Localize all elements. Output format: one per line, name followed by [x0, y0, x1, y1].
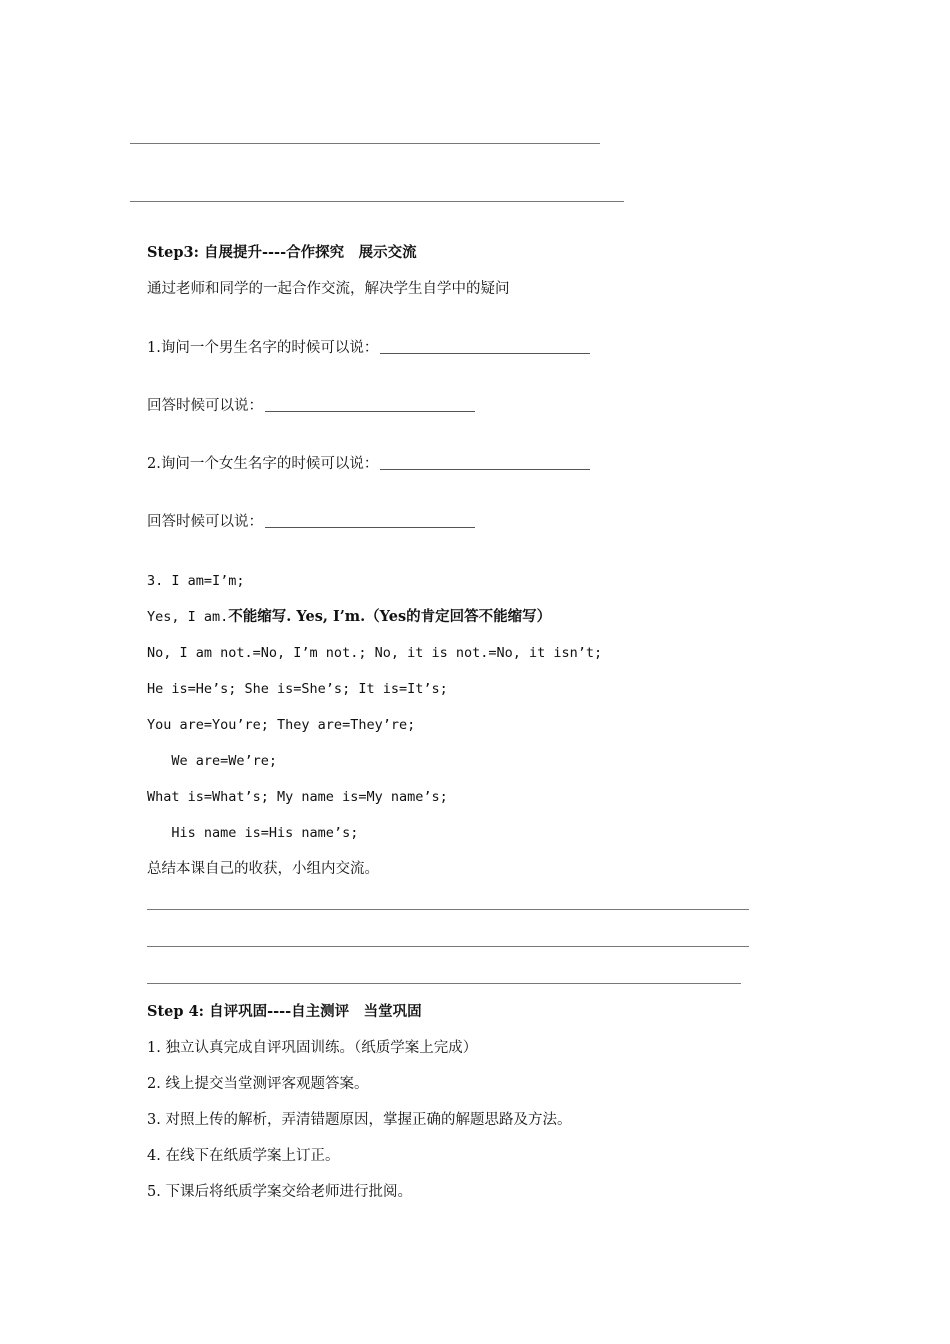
- answer-2: [147, 512, 475, 532]
- step4-heading: Step 4: 自评巩固----自主测评 当堂巩固: [147, 1003, 422, 1020]
- contraction-1: 3. I am=I’m;: [147, 573, 245, 589]
- summary-prompt: 总结本课自己的收获，小组内交流。: [147, 861, 379, 877]
- blank-3: [380, 455, 590, 470]
- answer-line: [147, 909, 749, 910]
- question-1-text: 1.询问一个男生名字的时候可以说：: [147, 340, 379, 356]
- contraction-3: No, I am not.=No, I’m not.; No, it is not.=No, it isn’t;: [147, 645, 603, 661]
- answer-line: [130, 143, 600, 144]
- step3-heading: Step3: 自展提升----合作探究 展示交流: [147, 244, 417, 261]
- answer-line: [147, 983, 741, 984]
- step3-intro: 通过老师和同学的一起合作交流，解决学生自学中的疑问: [147, 281, 510, 297]
- contraction-4: He is=He’s; She is=She’s; It is=It’s;: [147, 681, 448, 697]
- step4-item: 4. 在线下在纸质学案上订正。: [147, 1148, 340, 1164]
- contraction-5: You are=You’re; They are=They’re;: [147, 717, 416, 733]
- question-2-text: 2.询问一个女生名字的时候可以说：: [147, 456, 379, 472]
- answer-line: [147, 946, 749, 947]
- blank-1: [380, 339, 590, 354]
- step4-item: 2. 线上提交当堂测评客观题答案。: [147, 1076, 369, 1092]
- contraction-7: What is=What’s; My name is=My name’s;: [147, 789, 448, 805]
- blank-4: [265, 513, 475, 528]
- contraction-2-note: 不能缩写. Yes, I’m.（Yes的肯定回答不能缩写）: [228, 608, 552, 625]
- answer-line: [130, 201, 624, 202]
- answer-1-text: 回答时候可以说：: [147, 398, 263, 414]
- blank-2: [265, 397, 475, 412]
- contraction-8: His name is=His name’s;: [147, 825, 359, 841]
- contraction-2-plain: Yes, I am.: [147, 609, 229, 625]
- answer-1: [147, 396, 475, 416]
- step4-item: 1. 独立认真完成自评巩固训练。（纸质学案上完成）: [147, 1040, 478, 1056]
- question-2: [147, 454, 590, 474]
- contraction-6: We are=We’re;: [147, 753, 278, 769]
- step4-item: 5. 下课后将纸质学案交给老师进行批阅。: [147, 1184, 412, 1200]
- contraction-2: [147, 607, 551, 627]
- answer-2-text: 回答时候可以说：: [147, 514, 263, 530]
- step4-item: 3. 对照上传的解析，弄清错题原因，掌握正确的解题思路及方法。: [147, 1112, 572, 1128]
- question-1: [147, 338, 590, 358]
